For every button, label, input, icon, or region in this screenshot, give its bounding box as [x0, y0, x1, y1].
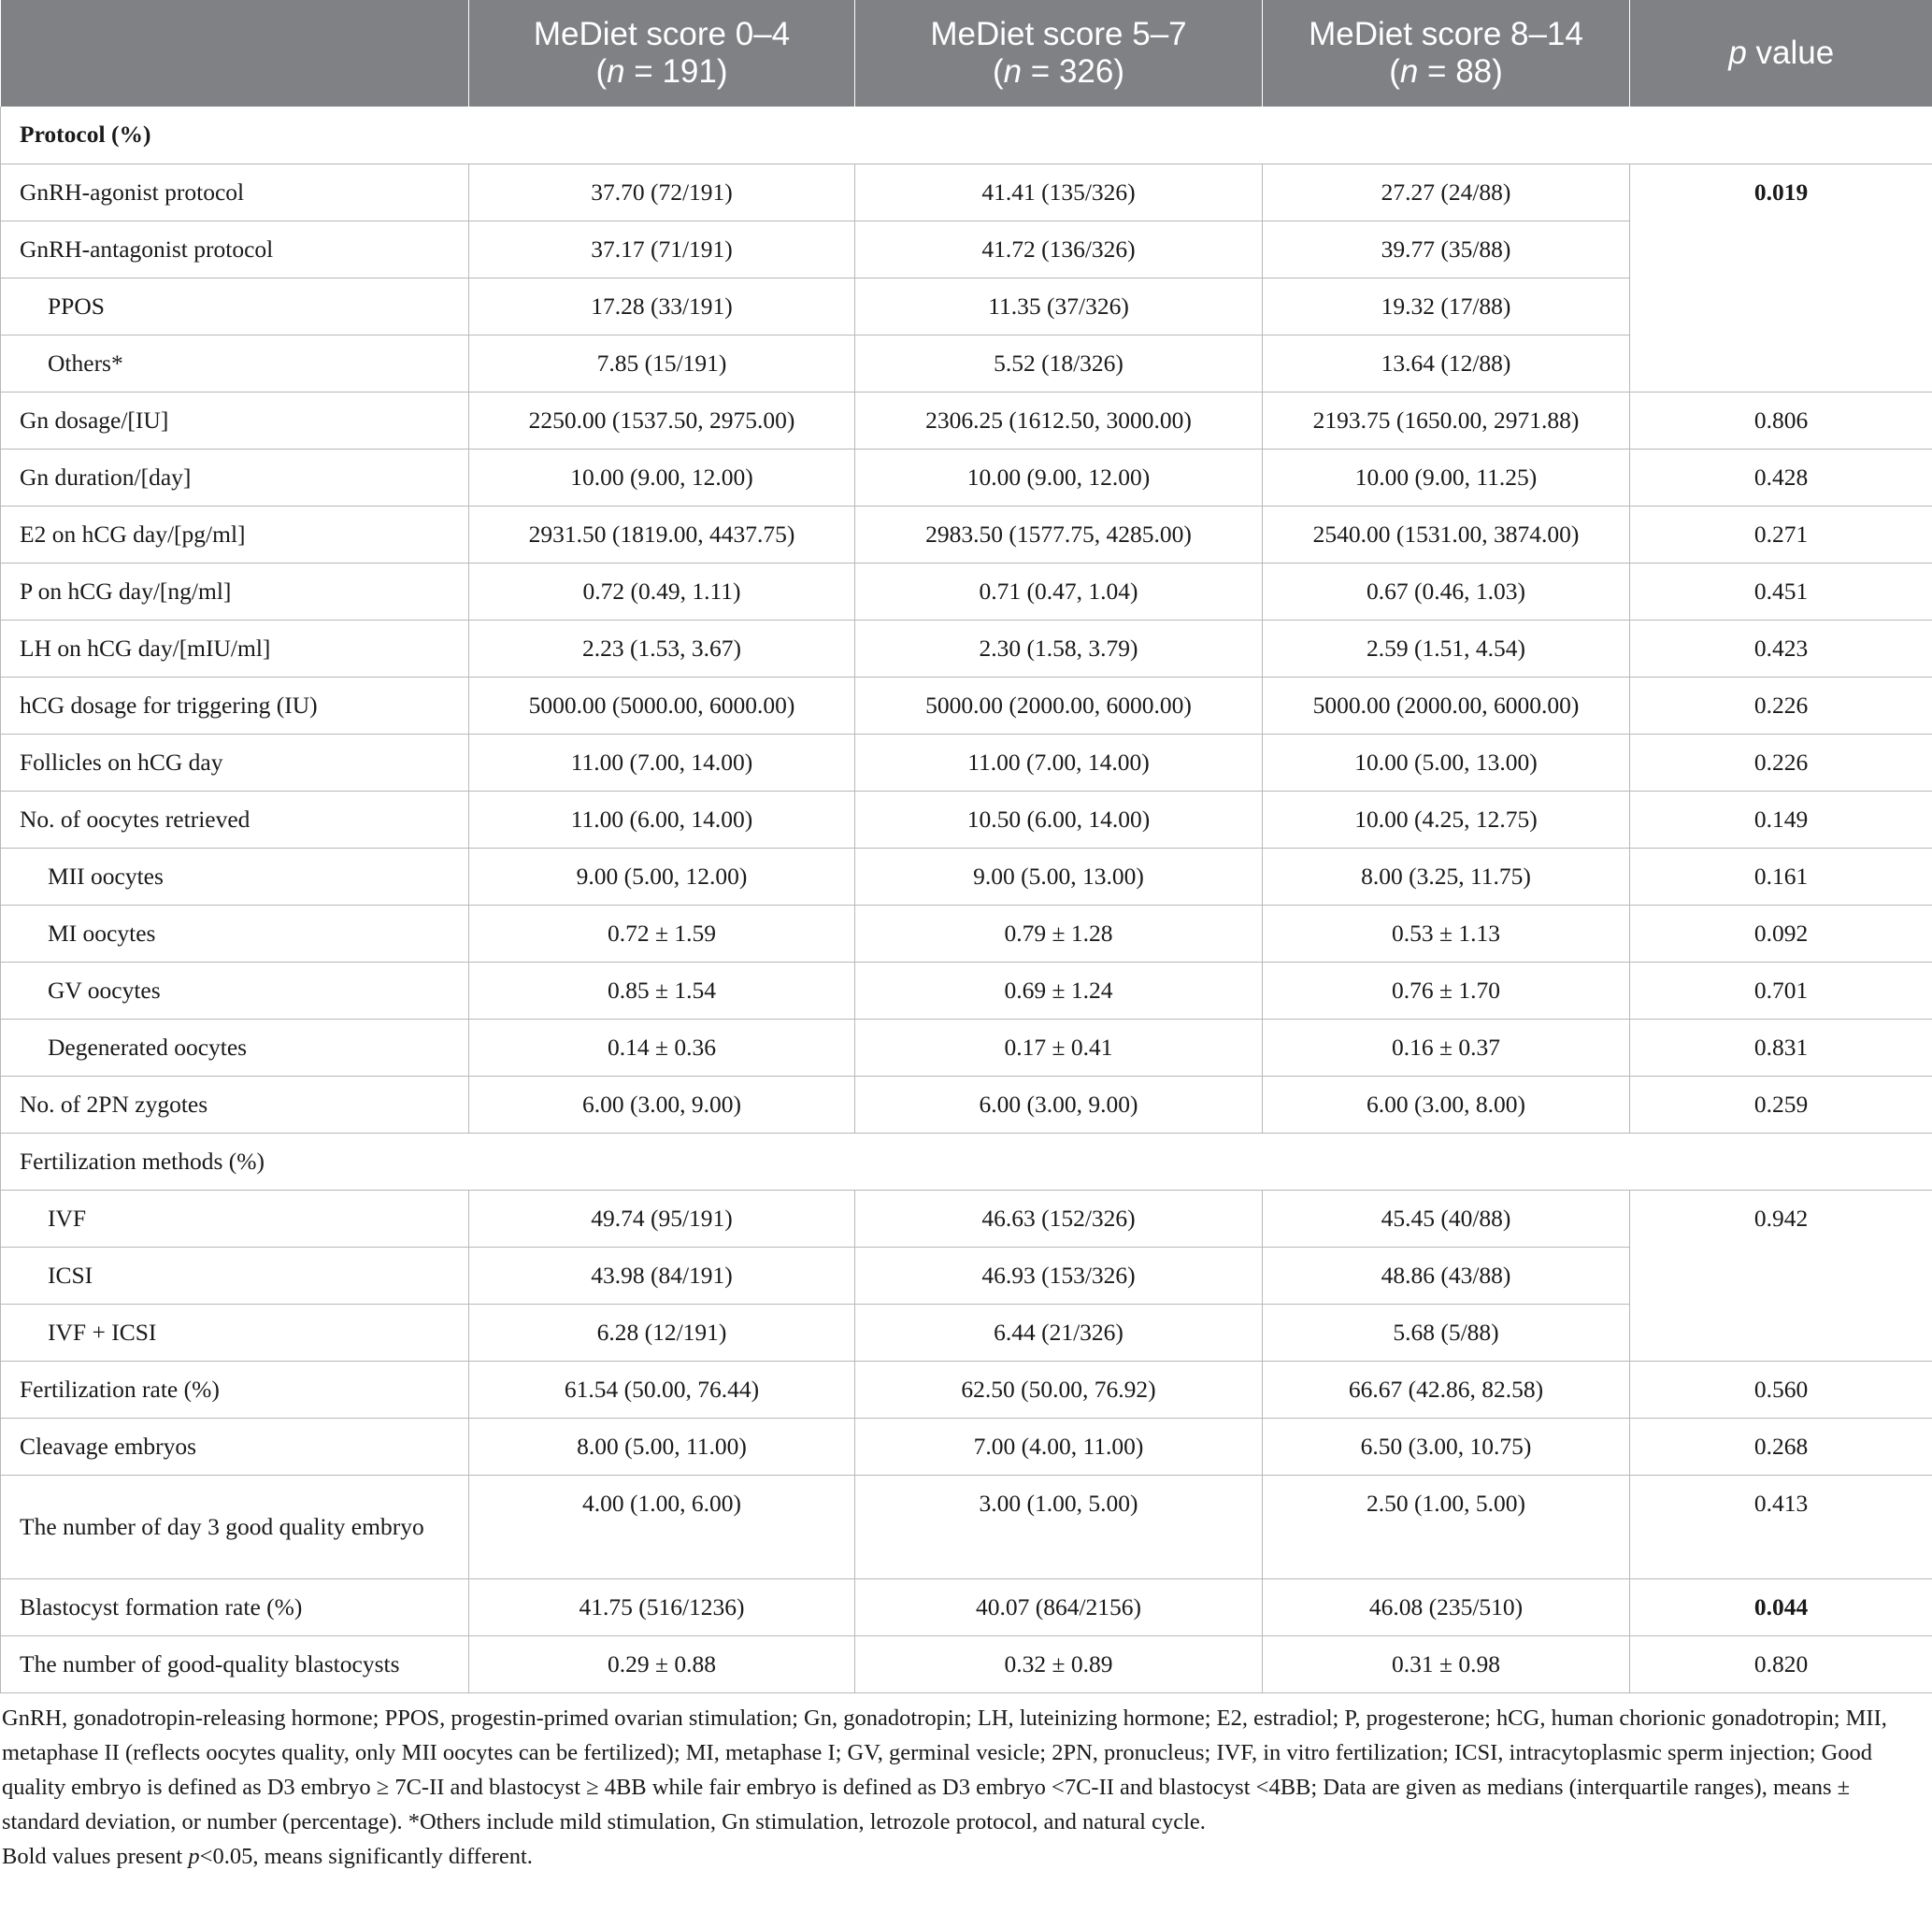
cell-score-5-7: 2.30 (1.58, 3.79)	[855, 620, 1263, 677]
table-row	[1, 620, 1932, 677]
cell-score-8-14: 2540.00 (1531.00, 3874.00)	[1263, 506, 1630, 563]
cell-score-8-14: 0.31 ± 0.98	[1263, 1635, 1630, 1692]
cell-score-0-4: 61.54 (50.00, 76.44)	[469, 1361, 855, 1418]
cell-score-0-4: 49.74 (95/191)	[469, 1190, 855, 1247]
header-score-8-14-n: 88	[1455, 53, 1493, 90]
footnote-abbreviations: GnRH, gonadotropin-releasing hormone; PPOS, progestin-primed ovarian stimulation; Gn, gonadotropin; LH, luteinizing hormone; E2, estradiol; P, progesterone; hCG, human chorionic gonadotropin; MII, metaphase II (reflects oocytes quality, only MII oocytes can be fertilized); MI, metaphase I; GV, germinal vesicle; 2PN, pronucleus; IVF, in vitro fertilization; ICSI, intracytoplasmic sperm injection; Good quality embryo is defined as D3 embryo ≥ 7C-II and blastocyst ≥ 4BB while fair embryo is defined as D3 embryo <7C-II and blastocyst <4BB; Data are given as medians (interquartile ranges), means ± standard deviation, or number (percentage). *Others include mild stimulation, Gn stimulation, letrozole protocol, and natural cycle.	[2, 1705, 1887, 1834]
cell-score-5-7: 9.00 (5.00, 13.00)	[855, 848, 1263, 905]
table-row	[1, 1418, 1932, 1475]
row-label: The number of good-quality blastocysts	[1, 1635, 469, 1692]
cell-p-value: 0.226	[1630, 734, 1932, 791]
footnote-p-symbol: p	[188, 1843, 200, 1869]
header-label-column	[1, 0, 469, 107]
cell-score-8-14: 27.27 (24/88)	[1263, 164, 1630, 221]
row-label: GnRH-agonist protocol	[1, 164, 469, 221]
cell-p-value: 0.831	[1630, 1019, 1932, 1076]
cell-p-value: 0.820	[1630, 1635, 1932, 1692]
header-p-value	[1630, 0, 1932, 107]
cell-p-value: 0.092	[1630, 905, 1932, 962]
row-label: Follicles on hCG day	[1, 734, 469, 791]
row-label: IVF + ICSI	[1, 1304, 469, 1361]
cell-score-0-4: 10.00 (9.00, 12.00)	[469, 449, 855, 506]
cell-score-0-4: 43.98 (84/191)	[469, 1247, 855, 1304]
header-n-eq: =	[1022, 53, 1059, 90]
cell-score-5-7: 0.71 (0.47, 1.04)	[855, 563, 1263, 620]
cell-score-0-4: 6.00 (3.00, 9.00)	[469, 1076, 855, 1133]
table-row	[1, 506, 1932, 563]
footnote-bold-prefix: Bold values present	[2, 1843, 189, 1869]
cell-p-value: 0.271	[1630, 506, 1932, 563]
cell-score-5-7: 3.00 (1.00, 5.00)	[855, 1475, 1263, 1578]
cell-score-8-14: 39.77 (35/88)	[1263, 221, 1630, 278]
row-label: Cleavage embryos	[1, 1418, 469, 1475]
cell-score-0-4: 7.85 (15/191)	[469, 335, 855, 392]
cell-score-5-7: 2983.50 (1577.75, 4285.00)	[855, 506, 1263, 563]
row-label: GnRH-antagonist protocol	[1, 221, 469, 278]
table-row	[1, 1076, 1932, 1133]
cell-score-0-4: 5000.00 (5000.00, 6000.00)	[469, 677, 855, 734]
cell-score-5-7: 10.00 (9.00, 12.00)	[855, 449, 1263, 506]
cell-score-5-7: 10.50 (6.00, 14.00)	[855, 791, 1263, 848]
cell-p-value: 0.560	[1630, 1361, 1932, 1418]
cell-score-5-7: 41.41 (135/326)	[855, 164, 1263, 221]
cell-score-8-14: 0.76 ± 1.70	[1263, 962, 1630, 1019]
cell-p-value: 0.149	[1630, 791, 1932, 848]
table-row	[1, 1361, 1932, 1418]
section-row-fertilization	[1, 1133, 1932, 1190]
cell-p-value: 0.161	[1630, 848, 1932, 905]
header-n-eq: =	[1418, 53, 1456, 90]
cell-p-value: 0.226	[1630, 677, 1932, 734]
cell-score-5-7: 41.72 (136/326)	[855, 221, 1263, 278]
cell-score-0-4: 2931.50 (1819.00, 4437.75)	[469, 506, 855, 563]
cell-score-0-4: 41.75 (516/1236)	[469, 1578, 855, 1635]
table-row	[1, 962, 1932, 1019]
header-n-symbol: n	[1003, 53, 1023, 90]
section-label-fertilization: Fertilization methods (%)	[1, 1133, 1932, 1190]
cell-p-value: 0.451	[1630, 563, 1932, 620]
cell-score-0-4: 37.17 (71/191)	[469, 221, 855, 278]
header-p-symbol: p	[1728, 35, 1747, 71]
cell-score-0-4: 0.85 ± 1.54	[469, 962, 855, 1019]
cell-score-5-7: 0.17 ± 0.41	[855, 1019, 1263, 1076]
header-n-symbol: n	[1399, 53, 1419, 90]
row-label: Gn dosage/[IU]	[1, 392, 469, 449]
table-row	[1, 677, 1932, 734]
table-row	[1, 1635, 1932, 1692]
table-row	[1, 905, 1932, 962]
table-row	[1, 164, 1932, 221]
row-label: Others*	[1, 335, 469, 392]
cell-score-8-14: 5.68 (5/88)	[1263, 1304, 1630, 1361]
table-row	[1, 449, 1932, 506]
table-row	[1, 1578, 1932, 1635]
header-score-0-4-name: MeDiet score 0–4	[533, 16, 791, 52]
table-row	[1, 734, 1932, 791]
cell-score-0-4: 11.00 (7.00, 14.00)	[469, 734, 855, 791]
cell-score-8-14: 5000.00 (2000.00, 6000.00)	[1263, 677, 1630, 734]
footnote-bold-note	[2, 1839, 1928, 1874]
cell-p-value: 0.413	[1630, 1475, 1932, 1578]
row-label: The number of day 3 good quality embryo	[1, 1475, 469, 1578]
cell-score-8-14: 10.00 (4.25, 12.75)	[1263, 791, 1630, 848]
cell-p-value: 0.806	[1630, 392, 1932, 449]
cell-score-0-4: 0.29 ± 0.88	[469, 1635, 855, 1692]
cell-score-8-14: 0.16 ± 0.37	[1263, 1019, 1630, 1076]
row-label: Degenerated oocytes	[1, 1019, 469, 1076]
cell-score-8-14: 13.64 (12/88)	[1263, 335, 1630, 392]
cell-score-8-14: 2193.75 (1650.00, 2971.88)	[1263, 392, 1630, 449]
cell-score-5-7: 0.32 ± 0.89	[855, 1635, 1263, 1692]
header-score-8-14-name: MeDiet score 8–14	[1309, 16, 1583, 52]
header-p-rest: value	[1746, 35, 1835, 71]
header-n-symbol: n	[607, 53, 625, 90]
cell-score-8-14: 2.59 (1.51, 4.54)	[1263, 620, 1630, 677]
cell-p-value: 0.268	[1630, 1418, 1932, 1475]
row-label: No. of oocytes retrieved	[1, 791, 469, 848]
section-row-protocol	[1, 107, 1932, 164]
cell-score-0-4: 4.00 (1.00, 6.00)	[469, 1475, 855, 1578]
cell-score-0-4: 6.28 (12/191)	[469, 1304, 855, 1361]
footnote-bold-suffix: <0.05, means significantly different.	[199, 1843, 533, 1869]
row-label: Gn duration/[day]	[1, 449, 469, 506]
table-row	[1, 848, 1932, 905]
cell-score-8-14: 46.08 (235/510)	[1263, 1578, 1630, 1635]
cell-score-8-14: 48.86 (43/88)	[1263, 1247, 1630, 1304]
cell-score-8-14: 0.67 (0.46, 1.03)	[1263, 563, 1630, 620]
cell-score-8-14: 45.45 (40/88)	[1263, 1190, 1630, 1247]
cell-score-0-4: 0.14 ± 0.36	[469, 1019, 855, 1076]
cell-score-0-4: 8.00 (5.00, 11.00)	[469, 1418, 855, 1475]
table-row	[1, 1475, 1932, 1578]
row-label: MI oocytes	[1, 905, 469, 962]
row-label: PPOS	[1, 278, 469, 335]
row-label: No. of 2PN zygotes	[1, 1076, 469, 1133]
cell-score-5-7: 40.07 (864/2156)	[855, 1578, 1263, 1635]
cell-p-value: 0.044	[1630, 1578, 1932, 1635]
cell-score-5-7: 0.69 ± 1.24	[855, 962, 1263, 1019]
cell-score-8-14: 8.00 (3.25, 11.75)	[1263, 848, 1630, 905]
cell-score-0-4: 0.72 ± 1.59	[469, 905, 855, 962]
row-label: Blastocyst formation rate (%)	[1, 1578, 469, 1635]
cell-score-0-4: 17.28 (33/191)	[469, 278, 855, 335]
cell-score-8-14: 0.53 ± 1.13	[1263, 905, 1630, 962]
row-label: Fertilization rate (%)	[1, 1361, 469, 1418]
table-header	[1, 0, 1932, 107]
table-row	[1, 392, 1932, 449]
cell-score-8-14: 6.00 (3.00, 8.00)	[1263, 1076, 1630, 1133]
header-score-8-14: MeDiet score 8–14 (n = 88)	[1263, 0, 1630, 107]
cell-score-0-4: 9.00 (5.00, 12.00)	[469, 848, 855, 905]
table-row	[1, 1019, 1932, 1076]
cell-p-value: 0.428	[1630, 449, 1932, 506]
cell-score-5-7: 46.63 (152/326)	[855, 1190, 1263, 1247]
row-label: IVF	[1, 1190, 469, 1247]
cell-score-8-14: 10.00 (9.00, 11.25)	[1263, 449, 1630, 506]
cell-score-8-14: 6.50 (3.00, 10.75)	[1263, 1418, 1630, 1475]
row-label: LH on hCG day/[mIU/ml]	[1, 620, 469, 677]
cell-score-5-7: 5000.00 (2000.00, 6000.00)	[855, 677, 1263, 734]
cell-score-0-4: 2.23 (1.53, 3.67)	[469, 620, 855, 677]
row-label: ICSI	[1, 1247, 469, 1304]
cell-p-value-fertilization: 0.942	[1630, 1190, 1932, 1361]
cell-p-value: 0.259	[1630, 1076, 1932, 1133]
table-row	[1, 1190, 1932, 1247]
cell-p-value: 0.423	[1630, 620, 1932, 677]
cell-score-5-7: 7.00 (4.00, 11.00)	[855, 1418, 1263, 1475]
header-score-5-7: MeDiet score 5–7 (n = 326)	[855, 0, 1263, 107]
cell-score-8-14: 10.00 (5.00, 13.00)	[1263, 734, 1630, 791]
table-footnote	[0, 1693, 1932, 1874]
header-score-0-4-n: 191	[662, 53, 717, 90]
cell-score-5-7: 5.52 (18/326)	[855, 335, 1263, 392]
table-body	[1, 107, 1932, 1692]
cell-score-8-14: 19.32 (17/88)	[1263, 278, 1630, 335]
cell-score-5-7: 6.00 (3.00, 9.00)	[855, 1076, 1263, 1133]
row-label: P on hCG day/[ng/ml]	[1, 563, 469, 620]
cell-score-0-4: 0.72 (0.49, 1.11)	[469, 563, 855, 620]
header-score-5-7-n: 326	[1058, 53, 1114, 90]
row-label: E2 on hCG day/[pg/ml]	[1, 506, 469, 563]
row-label: hCG dosage for triggering (IU)	[1, 677, 469, 734]
cell-score-5-7: 11.35 (37/326)	[855, 278, 1263, 335]
section-label-protocol: Protocol (%)	[1, 107, 1932, 164]
cell-score-5-7: 2306.25 (1612.50, 3000.00)	[855, 392, 1263, 449]
row-label: GV oocytes	[1, 962, 469, 1019]
cell-score-8-14: 66.67 (42.86, 82.58)	[1263, 1361, 1630, 1418]
table-row	[1, 791, 1932, 848]
cell-score-0-4: 11.00 (6.00, 14.00)	[469, 791, 855, 848]
cell-score-5-7: 46.93 (153/326)	[855, 1247, 1263, 1304]
cell-score-0-4: 37.70 (72/191)	[469, 164, 855, 221]
cell-p-value: 0.701	[1630, 962, 1932, 1019]
header-score-0-4: MeDiet score 0–4 (n = 191)	[469, 0, 855, 107]
header-score-5-7-name: MeDiet score 5–7	[930, 16, 1187, 52]
table-row	[1, 563, 1932, 620]
row-label: MII oocytes	[1, 848, 469, 905]
header-n-eq: =	[624, 53, 663, 90]
cell-score-5-7: 0.79 ± 1.28	[855, 905, 1263, 962]
cell-p-value-protocol: 0.019	[1630, 164, 1932, 392]
cell-score-5-7: 6.44 (21/326)	[855, 1304, 1263, 1361]
cell-score-5-7: 11.00 (7.00, 14.00)	[855, 734, 1263, 791]
cell-score-0-4: 2250.00 (1537.50, 2975.00)	[469, 392, 855, 449]
cell-score-5-7: 62.50 (50.00, 76.92)	[855, 1361, 1263, 1418]
cell-score-8-14: 2.50 (1.00, 5.00)	[1263, 1475, 1630, 1578]
